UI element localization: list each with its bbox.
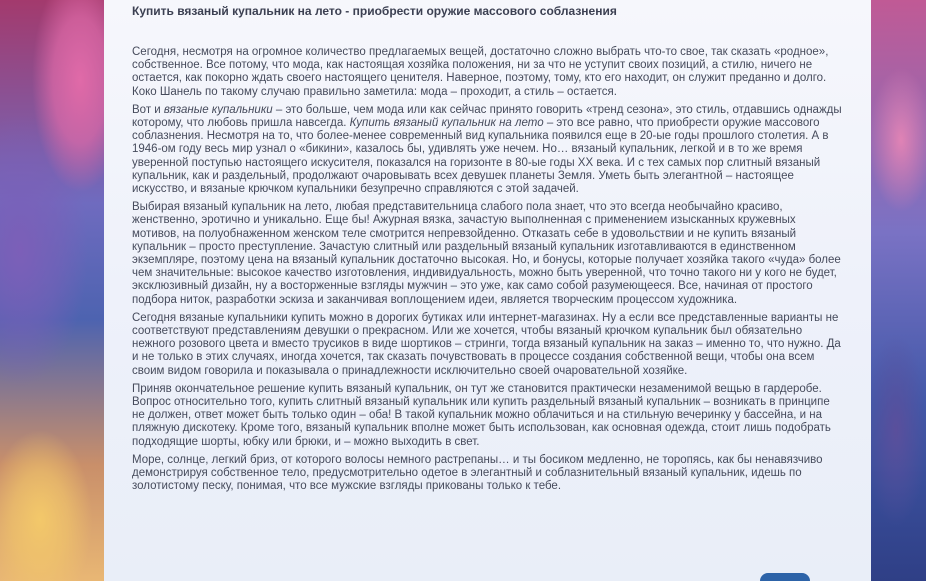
background-art-left [0, 0, 104, 581]
background-art-right [871, 0, 926, 581]
bottom-decoration [760, 573, 810, 581]
article-title: Купить вязаный купальник на лето - приобрести оружие массового соблазнения [132, 4, 617, 18]
article-panel [104, 0, 871, 581]
paragraph-2-text-b: – это больше, чем мода или как сейчас принято говорить «тренд сезона», это стиль, отдавшись однажды которому, что любовь пришла навсегда. [132, 103, 842, 130]
article-paragraph-4: Сегодня вязаные купальники купить можно в дорогих бутиках или интернет-магазинах. Ну а если все представленные варианты не соответствуют представлениям девушки о прекрасном. Или же хочется, чтобы вязаный крючком купальник был обязательно нежного розового цвета и вместо трусиков в виде шортиков – стринги, тогда вязаный купальник на заказ – именно то, что нужно. Да и не только в этих случаях, иногда хочется, так сказать почувствовать в процессе создания собственной вещи, чтобы она всем своим видом говорила и показывала о принадлежности исключительно своей очаровательной хозяйке. [132, 311, 841, 377]
paragraph-2-text-a: Вот и [132, 103, 164, 116]
article-paragraph-1: Сегодня, несмотря на огромное количество предлагаемых вещей, достаточно сложно выбрать что-то свое, так сказать «родное», собственное. Все потому, что мода, как настоящая хозяйка положения, ни за что не уступит своих позиций, а стилю, ничего не остается, как покорно ждать своего настоящего ценителя. Наверное, поэтому, тому, кто его находит, он служит преданно и долго. Коко Шанель по такому случаю правильно заметила: мода – проходит, а стиль – остается. [132, 46, 829, 98]
article-paragraph-2 [132, 104, 843, 196]
article-paragraph-6: Море, солнце, легкий бриз, от которого волосы немного растрепаны… и ты босиком медленно, не торопясь, как бы ненавязчиво демонстрируя собственное тело, предусмотрительно одетое в элегантный и соблазнительный вязаный купальник, идешь по золотистому песку, понимая, что все мужские взгляды прикованы только к тебе. [132, 453, 823, 493]
article-paragraph-5: Приняв окончательное решение купить вязаный купальник, он тут же становится практически незаменимой вещью в гардеробе. Вопрос относительно того, купить слитный вязаный купальник или купить раздельный вязаный купальник – возникать в принципе не должен, ответ может быть только один – оба! В такой купальник можно облачиться и на стильную вечеринку у бассейна, и на пляжную дискотеку. Кроме того, вязаный купальник вполне может быть использован, как основная одежда, стоит лишь подобрать подходящие шорты, юбку или брюки, и – можно выходить в свет. [132, 382, 831, 448]
paragraph-2-emphasis-1: вязаные купальники [163, 103, 273, 116]
paragraph-2-emphasis-2: Купить вязаный купальник на лето [349, 117, 544, 130]
paragraph-2-text-c: – это все равно, что приобрести оружие массового соблазнения. Несмотря на то, что более-менее современный вид купальника появился еще в 20-ые годы прошлого столетия. А в 1946-ом году весь мир узнал о «бикини», казалось бы, удивлять уже нечем. Но… вязаный купальник, легкой и в то же время уверенной поступью настоящего искусителя, показался на горизонте в 80-ые годы XX века. И с тех самых пор слитный вязаный купальник, как и раздельный, продолжают очаровывать всех девушек планеты Земля. Уметь быть элегантной – настоящее искусство, и вязаные крючком купальники безупречно справляются с этой задачей. [132, 117, 829, 196]
article-paragraph-3: Выбирая вязаный купальник на лето, любая представительница слабого пола знает, что это всегда необычайно красиво, женственно, эротично и уникально. Еще бы! Ажурная вязка, зачастую выполненная с применением изысканных кружевных мотивов, на полуобнаженном женском теле смотрится непревзойденно. Отказать себе в удовольствии и не купить вязаный купальник – просто преступление. Зачастую слитный или раздельный вязаный купальник изготавливаются в единственном экземпляре, поэтому цена на вязаный купальник достаточно высокая. Но, и бонусы, которые получает хозяйка такого «чуда» более чем значительные: высокое качество изготовления, индивидуальность, можно быть уверенной, что точно такого ни у кого не будет, эксклюзивный дизайн, ну а восторженные взгляды мужчин – это уже, как само собой разумеющееся. Все, начиная от простого подбора ниток, разработки эскиза и заканчивая воплощением идеи, является творческим процессом художника. [132, 201, 841, 306]
